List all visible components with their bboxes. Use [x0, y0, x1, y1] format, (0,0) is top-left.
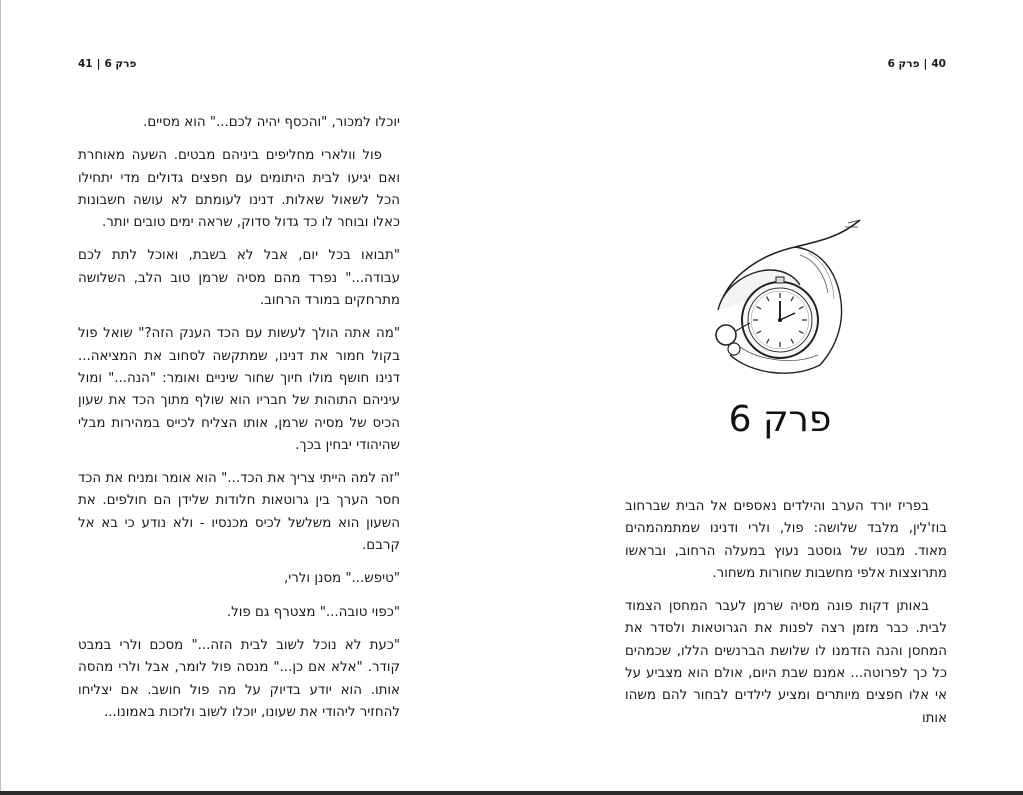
- separator: |: [96, 58, 101, 70]
- paragraph: "כעת לא נוכל לשוב לבית הזה..." מסכם ולרי במבט קודר. "אלא אם כן..." מנסה פול לומר, אבל ולרי מהסה אותו. הוא יודע בדיוק על מה פול חושב. אם יצליחו להחזיר ליהודי את שעונו, יוכלו לשוב ולזכות באמונו...: [78, 637, 400, 720]
- page-number: 40: [931, 58, 946, 70]
- chapter-label: פרק 6: [887, 58, 920, 70]
- page-edge-line: [0, 0, 1, 795]
- left-page: [60, 0, 420, 790]
- left-body-text: [78, 112, 400, 735]
- page-bottom-border: [0, 791, 1023, 795]
- right-page: [600, 0, 960, 790]
- right-body-text: [625, 496, 947, 741]
- separator: |: [923, 58, 928, 70]
- pocket-watch-hand-illustration: [700, 215, 880, 385]
- paragraph: "טיפש..." מסנן ולרי,: [284, 571, 400, 587]
- paragraph: "מה אתה הולך לעשות עם הכד הענק הזה?" שואל פול בקול חמור את דנינו, שמתקשה לסחוב את המציאה... דנינו חושף מולו חיוך שחור שיניים ואומר: "הנה..." ומול עיניהם התוהות של חבריו הוא שולף מתוך הכד את שעון הכיס של מסיה שרמן, אותו הצליח לכייס במהירות מבלי שהיהודי יבחין בכך.: [78, 326, 400, 453]
- chapter-label: פרק 6: [104, 58, 137, 70]
- page-number: 41: [78, 58, 93, 70]
- paragraph: בפריז יורד הערב והילדים נאספים אל הבית שברחוב בוז'לין, מלבד שלושה: פול, ולרי ודנינו שמתמהמהים מאוד. מבטו של גוסטב נעוץ במעלה הרחוב, ובראשו מתרוצצות אלפי מחשבות שחורות משחור.: [625, 499, 947, 581]
- paragraph: פול וולארי מחליפים ביניהם מבטים. השעה מאוחרת ואם יגיעו לבית היתומים עם חפצים גדולים מדי יתחילו הכל לשאול שאלות. דנינו לעומתם לא עושה חשבונות כאלו ובוחר לו כד גדול סדוק, שראה ימים טובים יותר.: [78, 148, 400, 231]
- running-head-right: [888, 58, 946, 70]
- paragraph: באותן דקות פונה מסיה שרמן לעבר המחסן הצמוד לבית. כבר מזמן רצה לפנות את הגרוטאות ולסדר את המחסן והנה הזדמנו לו שלושת הברנשים הללו, שכמהים כל כך לפרוטה... אמנם שבת היום, אולם הוא מצביע על אי אלו חפצים מיותרים ומציע לילדים לבחור להם משהו אותו: [625, 599, 947, 726]
- paragraph: יוכלו למכור, "והכסף יהיה לכם..." הוא מסיים.: [143, 115, 400, 130]
- chapter-title: פרק 6: [728, 399, 832, 440]
- paragraph: "כפוי טובה..." מצטרף גם פול.: [226, 604, 400, 620]
- running-head-left: [78, 58, 136, 70]
- paragraph: "תבואו בכל יום, אבל לא בשבת, ואוכל לתת לכם עבודה..." נפרד מהם מסיה שרמן טוב הלב, השלושה מתרחקים במורד הרחוב.: [78, 248, 400, 309]
- paragraph: "זה למה הייתי צריך את הכד..." הוא אומר ומניח את הכד חסר הערך בין גרוטאות חלודות שלידן הם חולפים. את השעון הוא משלשל לכיס מכנסיו - ולא נודע כי בא אל קרבם.: [78, 471, 400, 554]
